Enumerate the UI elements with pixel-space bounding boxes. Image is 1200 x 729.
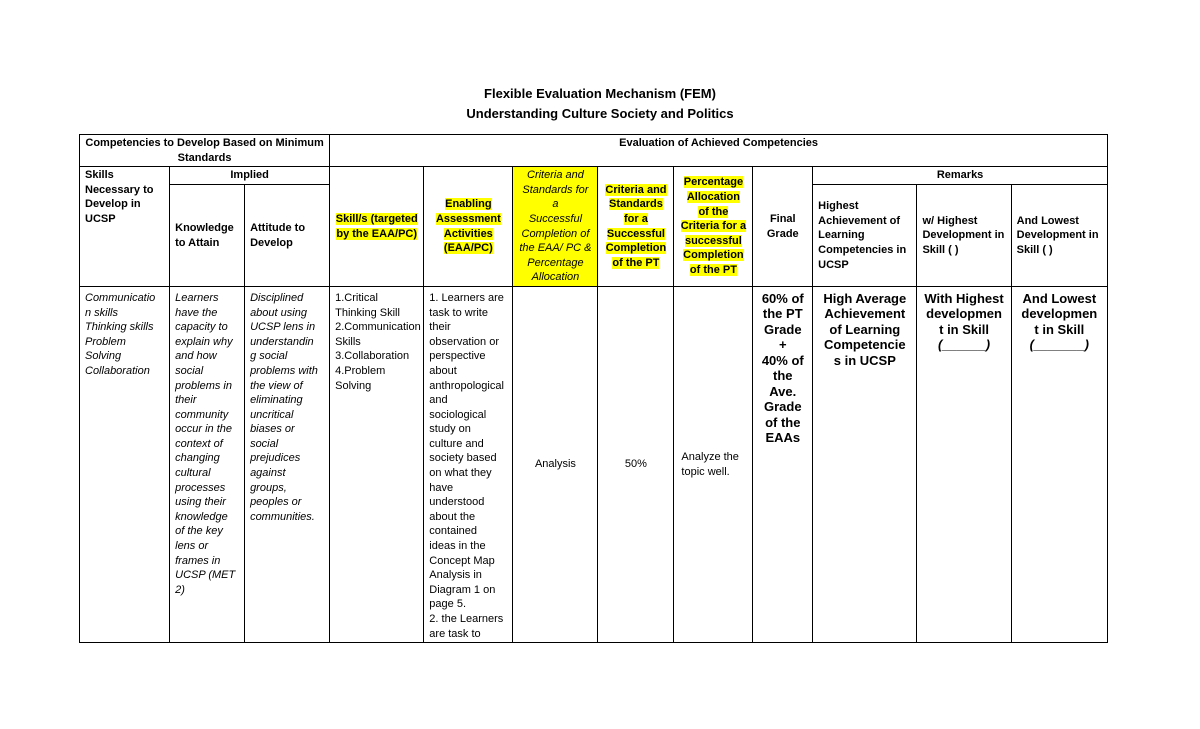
remarks-highest-blank: (______) [938,337,991,353]
header-enabling-activities [424,167,513,287]
remarks-lowest-blank: (_______) [1029,337,1089,353]
remarks-highest-development-text: With Highest developmen t in Skill [924,290,1004,337]
cell-attitude: Disciplined about using UCSP lens in understandin g social problems with the view of eliminating uncritical biases or social prejudices against groups, peoples or communities. [245,286,330,642]
cell-criteria-pt: Analyze the topic well. [674,286,753,642]
cell-remarks-lowest-development [1011,286,1107,642]
header-attitude: Attitude to Develop [245,185,330,287]
cell-skills-targeted: 1.Critical Thinking Skill 2.Communication Skills 3.Collaboration 4.Problem Solving [330,286,424,642]
cell-percentage: 50% [598,286,674,642]
cell-final-grade: 60% of the PT Grade + 40% of the Ave. Grade of the EAAs [753,286,813,642]
cell-criteria-completion: Analysis [513,286,598,642]
remarks-lowest-development-text: And Lowest developmen t in Skill [1021,290,1098,337]
header-skills-necessary: Skills Necessary to Develop in UCSP [80,167,170,287]
cell-knowledge: Learners have the capacity to explain why and how social problems in their community occur in the context of changing cultural processes using their knowledge of the key lens or frames in UCSP (MET 2) [170,286,245,642]
fem-table [79,134,1108,643]
document-subtitle: Understanding Culture Society and Politics [466,106,734,121]
header-skills-targeted [330,167,424,287]
header-knowledge: Knowledge to Attain [170,185,245,287]
header-implied: Implied [170,167,330,185]
cell-remarks-highest-development [917,286,1011,642]
header-percentage-allocation-text: Percentage Allocation of the Criteria for a successful Completion of the PT [680,176,747,277]
header-criteria-pt [598,167,674,287]
header-enabling-activities-text: Enabling Assessment Activities (EAA/PC) [435,198,501,255]
group-header-competencies: Competencies to Develop Based on Minimum Standards [80,135,330,167]
document-title: Flexible Evaluation Mechanism (FEM) [484,86,716,101]
header-percentage-allocation [674,167,753,287]
cell-enabling-activities: 1. Learners are task to write their observation or perspective about anthropological and sociological study on culture and society based on what they have understood about the contained ideas in the Concept Map Analysis in Diagram 1 on page 5. 2. the Learners are task to [424,286,513,642]
header-skills-targeted-text: Skill/s (targeted by the EAA/PC) [335,212,418,240]
header-remarks-highest-development: w/ Highest Development in Skill ( ) [917,185,1011,287]
group-header-evaluation: Evaluation of Achieved Competencies [330,135,1108,167]
header-criteria-pt-text: Criteria and Standards for a Successful Completion of the PT [605,183,667,269]
cell-skills: Communicatio n skills Thinking skills Problem Solving Collaboration [80,286,170,642]
header-remarks-lowest-development: And Lowest Development in Skill ( ) [1011,185,1107,287]
header-remarks-highest-achievement: Highest Achievement of Learning Competencies in UCSP [813,185,917,287]
cell-remarks-highest-achievement: High Average Achievement of Learning Competencie s in UCSP [813,286,917,642]
header-criteria-completion: Criteria and Standards for a Successful Completion of the EAA/ PC & Percentage Allocation [513,167,598,287]
header-final-grade: Final Grade [753,167,813,287]
header-remarks: Remarks [813,167,1108,185]
